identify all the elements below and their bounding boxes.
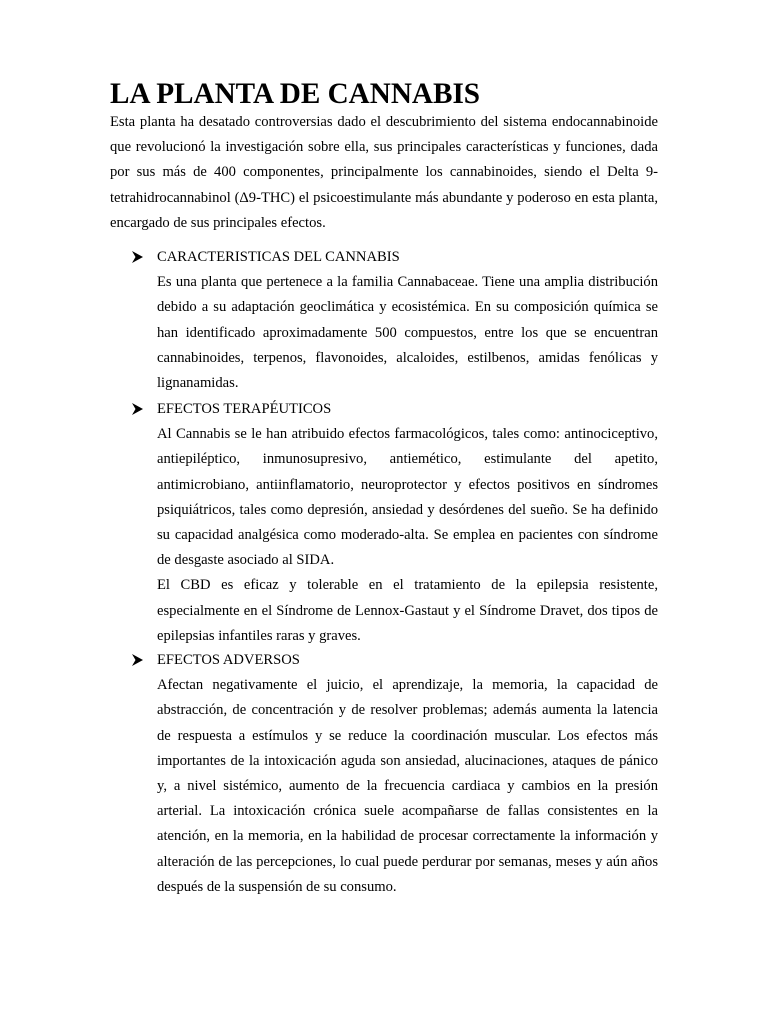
section-heading-row <box>131 245 658 270</box>
section-efectos-adversos <box>131 648 658 900</box>
arrowhead-bullet-icon <box>131 402 144 416</box>
section-paragraph: Al Cannabis se le han atribuido efectos farmacológicos, tales como: antinociceptivo, antiepiléptico, inmunosupresivo, antiemético, estimulante del apetito, antimicrobiano, antiinflamatorio, neuroprotector y efectos positivos en síndromes psiquiátricos, tales como depresión, ansiedad y desórdenes del sueño. Se ha definido su capacidad analgésica como moderado-alta. Se emplea en pacientes con síndrome de desgaste asociado al SIDA. <box>157 426 658 569</box>
section-heading-row <box>131 648 658 673</box>
section-paragraph: Afectan negativamente el juicio, el aprendizaje, la memoria, la capacidad de abstracción, de concentración y de resolver problemas; además aumenta la latencia de respuesta a estímulos y se reduce la coordinación muscular. Los efectos más importantes de la intoxicación aguda son ansiedad, alucinaciones, ataques de pánico y, a nivel sistémico, aumento de la frecuencia cardiaca y cambios en la presión arterial. La intoxicación crónica suele acompañarse de fallas consistentes en la atención, en la memoria, en la habilidad de procesar correctamente la información y alteración de las percepciones, lo cual puede perdurar por semanas, meses y aún años después de la suspensión de su consumo. <box>157 677 658 895</box>
section-heading: EFECTOS ADVERSOS <box>157 652 300 668</box>
intro-paragraph: Esta planta ha desatado controversias dado el descubrimiento del sistema endocannabinoide que revolucionó la investigación sobre ella, sus principales características y funciones, dada por sus más de 400 componentes, principalmente los cannabinoides, siendo el Delta 9-tetrahidrocannabinol (Δ9-THC) el psicoestimulante más abundante y poderoso en esta planta, encargado de sus principales efectos. <box>110 114 658 231</box>
section-heading: CARACTERISTICAS DEL CANNABIS <box>157 249 400 265</box>
section-body <box>157 422 658 649</box>
section-paragraph: Es una planta que pertenece a la familia Cannabaceae. Tiene una amplia distribución debido a su adaptación geoclimática y ecosistémica. En su composición química se han identificado aproximadamente 500 compuestos, entre los que se encuentran cannabinoides, terpenos, flavonoides, alcaloides, estilbenos, amidas fenólicas y lignanamidas. <box>157 274 658 391</box>
section-heading: EFECTOS TERAPÉUTICOS <box>157 401 332 417</box>
section-body <box>157 270 658 396</box>
arrowhead-bullet-icon <box>131 250 144 264</box>
section-body <box>157 673 658 900</box>
section-caracteristicas <box>131 245 658 396</box>
section-efectos-terapeuticos <box>131 397 658 649</box>
section-paragraph: El CBD es eficaz y tolerable en el tratamiento de la epilepsia resistente, especialmente en el Síndrome de Lennox-Gastaut y el Síndrome Dravet, dos tipos de epilepsias infantiles raras y graves. <box>157 577 658 644</box>
document-title: LA PLANTA DE CANNABIS <box>110 78 481 110</box>
arrowhead-bullet-icon <box>131 653 144 667</box>
section-heading-row <box>131 397 658 422</box>
